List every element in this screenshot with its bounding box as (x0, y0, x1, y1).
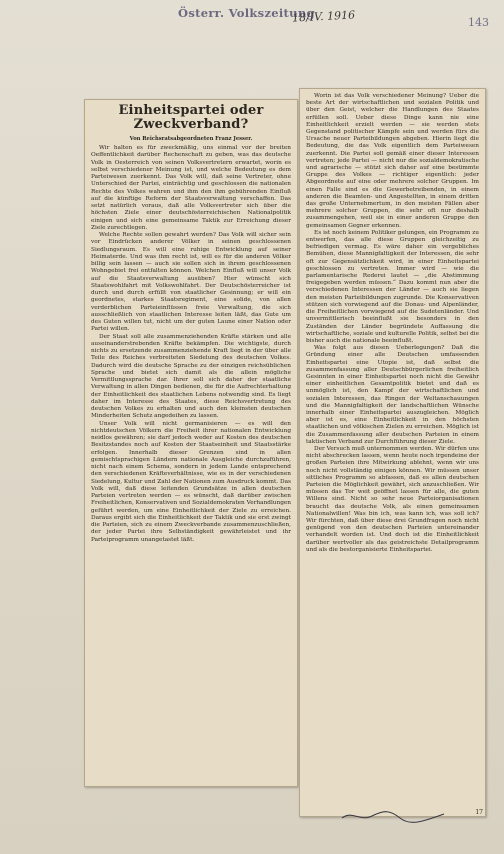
article-paragraph: Der Versuch muß unternommen werden. Wir dürfen uns nicht abschrecken lassen, wenn heute noch irgendeine der großen Parteien ihre Mitwirkung ablehnt, wenn wir uns noch nicht vollständig einigen können. Wir müssen unser sittliches Programm so abfassen, daß es allen deutschen Parteien die Möglichkeit gewährt, sich anzuschließen. Wir müssen das Tor weit geöffnet lassen für alle, die guten Willens sind. Nicht so sehr neue Parteiorganisationen braucht das deutsche Volk, als einen gemeinsamen Nationalwillen! Was bin ich, was kann ich, was soll ich? Wir fürchten, daß über diese drei Grundfragen noch nicht genügend von den deutschen Parteien untereinander verhandelt worden ist. Und doch ist die Einheitlichkeit darüber wertvoller als das geistreichste Detailprogramm und als die bestorganisierte Einheitspartei. (306, 445, 479, 553)
clipping-right-column (299, 88, 486, 817)
article-paragraph: Wir halten es für zweckmäßig, uns einmal vor der breiten Oeffentlichkeit darüber Rechenschaft zu geben, was das deutsche Volk in Oesterreich von seinen Volksvertretern erwartet, worin es selbst verschiedener Meinung ist, und welche Bedeutung es dem Parteiwesen zuerkennt. Das Volk will, daß seine Vertreter, ohne Unterschied der Partei, einträchtig und geschlossen die nationalen Rechte des Volkes wahren und ihm den ihm gebührenden Einfluß auf die künftige Reform der Staatsverwaltung verschaffen. Das setzt natürlich voraus, daß alle Volksvertreter sich über die höchsten Ziele einer deutschösterreichischen Nationalpolitik einigen und sich eine gemeinsame Taktik zur Erreichung dieser Ziele zurechtlegen. (91, 145, 291, 231)
article-paragraph: Was folgt aus diesen Ueberlegungen? Daß die Gründung einer alle Deutschen umfassenden Einheitspartei eine Utopie ist, daß selbst die zusammenfassung aller Deutschbürgerlichen freiheitlich Gesinnten in einer Einheitspartei noch nicht die Gewähr einer einheitlichen Gesamtpolitik bietet und daß es unmöglich ist, den Kampf der wirtschaftlichen und sozialen Interessen, das Ringen der Weltanschauungen und die Mannigfaltigkeit der landschaftlichen Wünsche innerhalb einer Einheitspartei auszugleichen. Möglich aber ist es, eine Einheitlichkeit in den höchsten staatlichen und völkischen Zielen zu erreichen. Möglich ist die Zusammenfassung aller deutschen Parteien in einem taktischen Verband zur Durchführung dieser Ziele. (306, 345, 479, 445)
margin-reference-number: 17 (475, 809, 483, 816)
handwritten-scribble (338, 806, 448, 826)
article-paragraph: Der Staat soll alle zusammenziehenden Kräfte stärken und alle auseinanderstrebenden Kräfte bekämpfen. Die wichtigste, durch nichts zu ersetzende zusammenziehende Kraft liegt in der über alle Teile des Reiches verbreiteten Siedelung des deutschen Volkes. Dadurch wird die deutsche Sprache zu der einzigen reichsüblichen Sprache und bietet sich damit als die allein mögliche Vermittlungssprache dar. Ihrer soll sich daher der staatliche Verwaltung in allen Dingen bedienen, die für die Aufrechterhaltung der Einheitlichkeit des staatlichen Lebens notwendig sind. Es liegt daher im Interesse des Staates, diese Reichsvertretung des deutschen Volkes zu erhalten und auch den kleinsten deutschen Minderheiten Schutz angedeihen zu lassen. (91, 333, 291, 420)
newspaper-source-stamp: Österr. Volkszeitung (178, 6, 315, 20)
clipping-left-column (84, 99, 298, 787)
article-paragraph: Es ist noch keinem Politiker gelungen, ein Programm zu entwerfen, das alle diese Gruppen gleichzeitig zu befriedigen vermag. Es wäre daher ein vergebliches Bemühen, diese Mannigfaltigkeit der Interessen, die sehr oft zur Gegensätzlichkeit wird, in einer Einheitspartei geschlossen zu vertreten. Immer wird — wie die parlamentarische Rederei lautet — „die Abstimmung freigegeben werden müssen.“ Dazu kommt nun aber die verschiedenen Interessen der Länder — auch sie liegen den meisten Parteibildungen zugrunde. Die Konservativen stützen sich vorwiegend auf die Donau- und Alpenländer, die Freiheitlichen vorwiegend auf die Sudetenländer. Und unvermittlerisch beeinflußt sie besonders in den Zuständen der Länder begründete Auffassung die wirtschaftliche, soziale und kulturelle Politik, selbst bei die bisher auch die nationale beeinflußt. (306, 229, 479, 344)
handwritten-date: 18/IV. 1916 (291, 8, 356, 25)
article-title: Einheitspartei oder Zweckverband? (118, 103, 264, 132)
article-byline: Von Reichsratsabgeordneten Franz Jesser. (129, 136, 253, 142)
archive-page-number: 143 (468, 16, 489, 29)
article-paragraph: Welche Rechte sollen gewahrt werden? Das Volk will sicher sein vor Eindrücken anderer Völker in seinen geschlossenen Siedlungsraum. Es will eine ruhige Entwicklung auf seiner Heimaterde. Und was ihm recht ist, will es für die anderen Völker billig sein lassen — auch sie sollen sich in ihrem geschlossenen Wohngebiet frei entfalten können. Welchen Einfluß will unser Volk auf die Staatsverwaltung ausüben? Hier wünscht sich Staatswohlfahrt mit Volkswohlfahrt. Der Deutschösterreicher ist durch und durch erfüllt von staatlicher Gesinnung; er will ein geordnetes, starkes Staatsregiment, eine solide, von allen verderblichen Parteieinflüssen freie Verwaltung, die sich ausschließlich von staatlichen Interesse leiten läßt, das Gute um des Guten willen tut, nicht um der guten Laune einer Nation oder Partei willen. (91, 232, 291, 333)
article-paragraph: Worin ist das Volk verschiedener Meinung? Ueber die beste Art der wirtschaftlichen und sozialen Politik und über den Geist, welcher die Handlungen des Staates erfüllen soll. Ueber diese Dinge kann nie eine Einheitlichkeit erzielt werden — sie werden stets Gegenstand politischer Kämpfe sein und werden fürs die Ursache neuer Parteibildungen abgeben. Hierin liegt die Bedeutung, die das Volk eigentlich dem Parteiwesen zuerkennt. Die Partei soll gemäß einer dieser Interessen vertreten; jede Partei — nicht nur die sozialdemokratische und agrarische — stützt sich daher auf eine bestimmte Gruppe des Volkes — richtiger eigentlich: jeder Abgeordnete auf eine oder mehrere solcher Gruppen. Im einen Falle sind es die Gewerbetreibenden, in einem anderen die Beamten- und Angestellten, in einem dritten das große Unternehmertum, in den meisten Fällen aber mehrere solcher Gruppen, die sehr oft nur deshalb zusammengehen, weil sie in einer anderen Gruppe den gemeinsamen Gegner erkennen. (306, 93, 479, 229)
article-paragraph: Unser Volk will nicht germanisieren — es will den nichtdeutschen Völkern die Freiheit ihrer nationalen Entwicklung neidlos gewähren; sie darf jedoch weder auf Kosten des deutschen Besitzstandes noch auf Kosten der Staatseinheit und Staatsstärke erfolgen. Innerhalb dieser Grenzen sind in allen gemischtsprachigen Ländern nationale Ausgleiche durchzuführen, nicht nach einem Schema, sondern in jedem Lande entsprechend den verschiedenen Kräfteverhältnisse, wie es in der verschiedenen Siedelung, Kultur und Zahl der Nationen zum Ausdruck kommt. Das Volk will, daß diese leitenden Grundsätze in allen deutschen Parteien vertreten werden — es wünscht, daß darüber zwischen Freiheitlichen, Konservativen und Sozialdemokraten Verhandlungen geführt werden, um eine Einheitlichkeit der Ziele zu erreichen. Daraus ergibt sich die Einheitlichkeit der Taktik und sie erst zwingt die Parteien, sich zu einem Zweckverbande zusammenzuschließen, der jeder Partei ihre Selbständigkeit gewährleistet und ihr Parteiprogramm unangetastet läßt. (91, 420, 291, 543)
